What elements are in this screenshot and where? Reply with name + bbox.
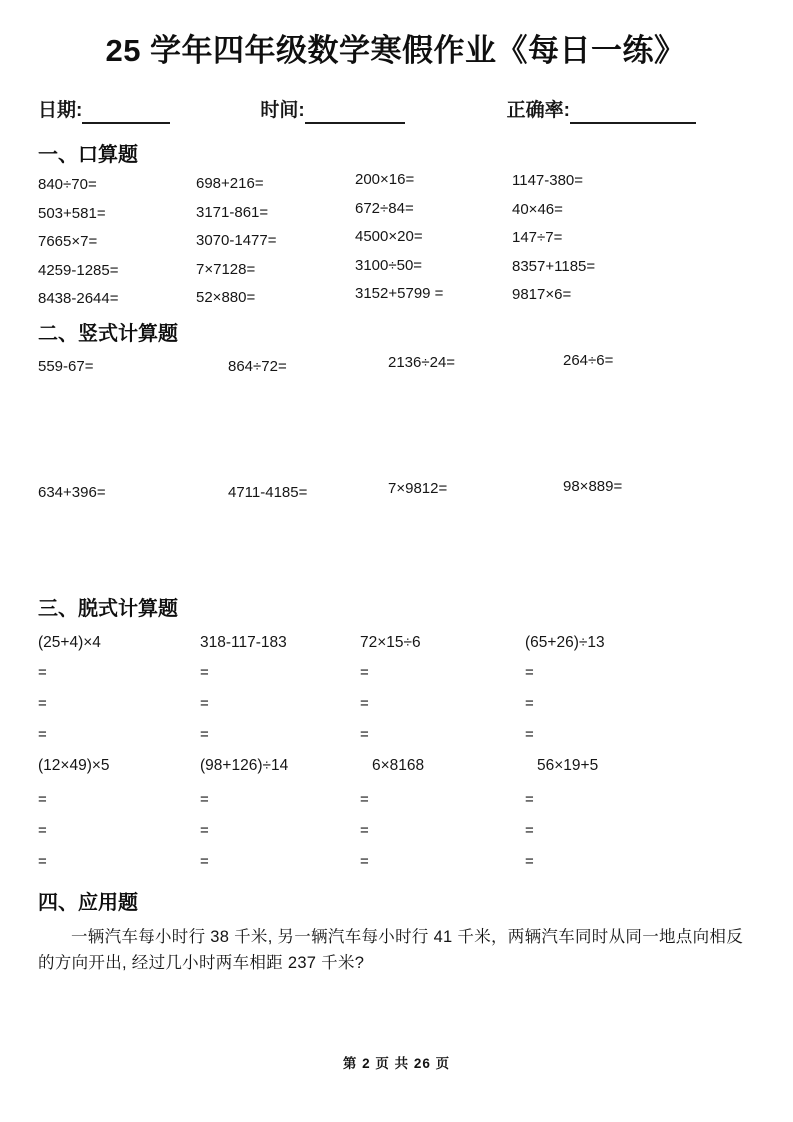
oral-problem: 698+216= [196,175,264,192]
oral-problem: 9817×6= [512,286,572,303]
oral-problem: 147÷7= [512,229,563,246]
oral-problem: 7×7128= [196,260,256,278]
vertical-problem: 98×889= [563,477,623,495]
time-label: 时间: [260,100,305,121]
date-field [38,98,170,124]
equals-sign: = [360,694,369,712]
equals-sign: = [200,790,209,808]
vertical-problem: 2136÷24= [388,353,456,371]
time-blank-line [305,102,405,124]
stepwise-problem: 6×8168 [372,756,425,774]
vertical-problem: 634+396= [38,483,106,501]
stepwise-problem: (65+26)÷13 [525,633,605,651]
equals-sign: = [38,790,47,808]
equals-sign: = [38,694,47,712]
oral-problem: 3100÷50= [355,256,423,274]
equals-sign: = [525,790,534,808]
equals-sign: = [360,852,369,870]
vertical-problem: 559-67= [38,357,94,375]
time-field [260,98,404,124]
oral-problem: 3171-861= [196,203,269,221]
date-blank-line [82,102,170,124]
vertical-problem: 264÷6= [563,351,614,369]
meta-row [38,92,753,124]
stepwise-problem: (12×49)×5 [38,756,110,774]
equals-sign: = [525,694,534,712]
page-title: 25 学年四年级数学寒假作业《每日一练》 [105,33,686,68]
oral-problem: 8357+1185= [512,257,596,275]
equals-sign: = [525,821,534,839]
equals-sign: = [200,725,209,743]
equals-sign: = [360,725,369,743]
section-heading-word-problem: 四、应用题 [38,891,138,914]
oral-problem: 840÷70= [38,176,97,193]
equals-sign: = [200,694,209,712]
equals-sign: = [200,821,209,839]
word-problem-text: 一辆汽车每小时行 38 千米, 另一辆汽车每小时行 41 千米，两辆汽车同时从同一地点向相反的方向开出, 经过几小时两车相距 237 千米? [38,927,744,972]
accuracy-blank-line [570,102,696,124]
page-number: 第 2 页 共 26 页 [342,1056,451,1071]
section-heading-stepwise: 三、脱式计算题 [38,597,178,620]
vertical-problem: 4711-4185= [228,483,308,501]
vertical-problem: 864÷72= [228,357,287,375]
vertical-problem: 7×9812= [388,479,448,497]
equals-sign: = [38,725,47,743]
stepwise-problem: (98+126)÷14 [200,756,289,774]
equals-sign: = [360,663,369,681]
oral-problem: 200×16= [355,171,415,188]
stepwise-problem: 72×15÷6 [360,633,421,651]
stepwise-problem: (25+4)×4 [38,633,101,651]
equals-sign: = [200,852,209,870]
section-heading-vertical: 二、竖式计算题 [38,322,178,345]
equals-sign: = [360,821,369,839]
equals-sign: = [525,725,534,743]
vertical-problems-row [38,351,753,380]
equals-sign: = [38,852,47,870]
oral-problem: 52×880= [196,289,256,306]
equals-sign: = [525,663,534,681]
equals-sign: = [525,852,534,870]
oral-problem: 503+581= [38,204,106,222]
oral-problem: 40×46= [512,200,563,218]
oral-problem: 4500×20= [355,228,423,245]
section-heading-oral: 一、口算题 [38,144,138,166]
oral-problem: 4259-1285= [38,261,119,279]
oral-problem: 3070-1477= [196,232,277,249]
oral-problem: 1147-380= [512,172,584,189]
equals-sign: = [360,790,369,808]
stepwise-problems-grid [38,634,753,884]
equals-sign: = [200,663,209,681]
oral-problems-grid [38,171,753,319]
date-label: 日期: [38,100,83,121]
vertical-problems-row [38,477,753,506]
stepwise-problem: 318-117-183 [200,633,287,651]
equals-sign: = [38,821,47,839]
oral-problem: 8438-2644= [38,290,119,307]
oral-problem: 672÷84= [355,199,414,217]
equals-sign: = [38,663,47,681]
oral-problem: 7665×7= [38,233,98,250]
stepwise-problem: 56×19+5 [537,756,599,774]
accuracy-label: 正确率: [506,100,570,121]
accuracy-field [507,98,696,124]
oral-problem: 3152+5799 = [355,285,444,302]
